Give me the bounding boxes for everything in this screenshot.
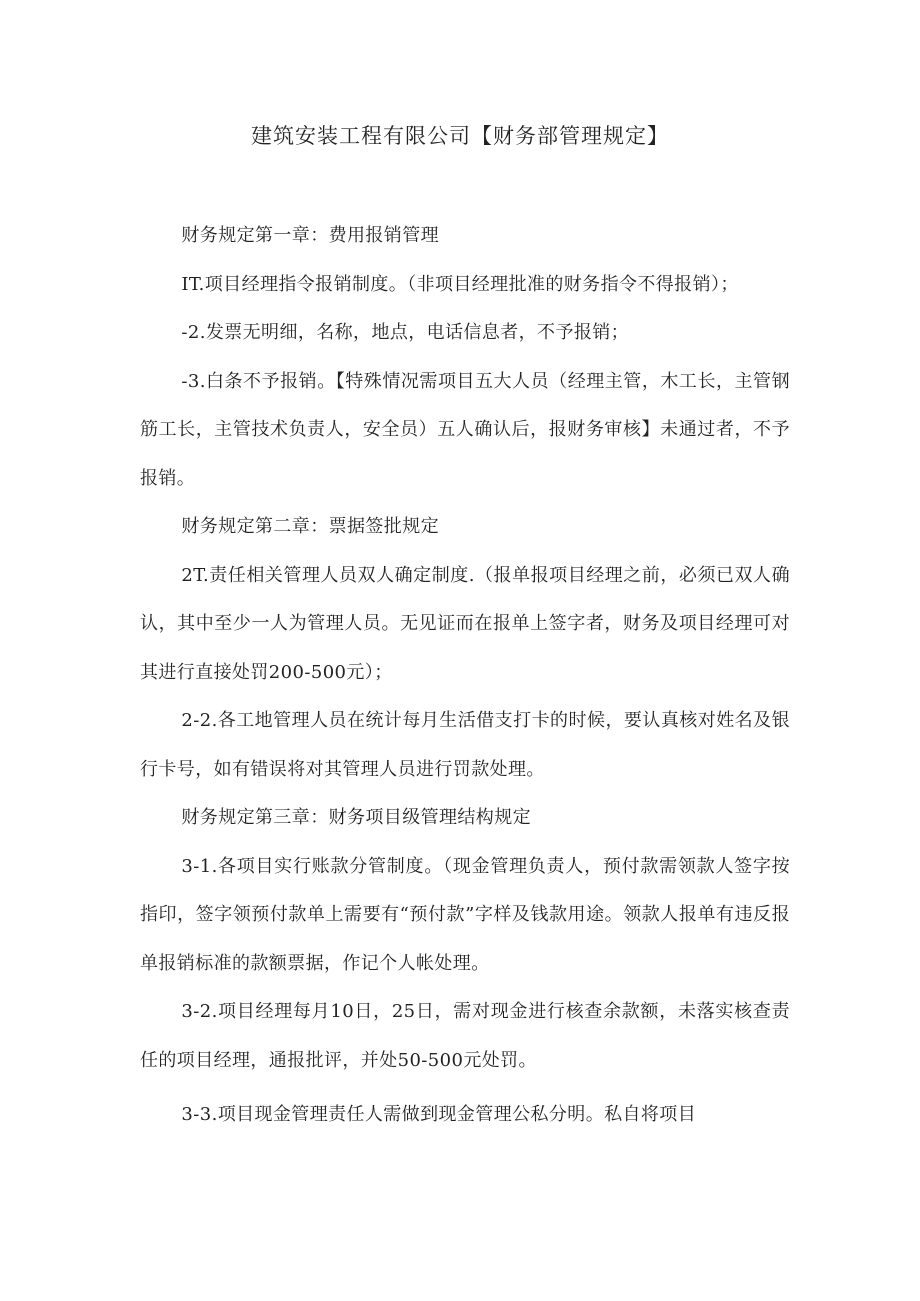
rule-2-1: 2T.责任相关管理人员双人确定制度.（报单报项目经理之前，必须已双人确认，其中至少一人为管理人员。无见证而在报单上签字者，财务及项目经理可对其进行直接处罚200-500元）； [140,564,790,683]
chapter-3-heading: 财务规定第三章：财务项目级管理结构规定 [181,807,531,828]
rule-2-2: 2-2.各工地管理人员在统计每月生活借支打卡的时候，要认真核对姓名及银行卡号，如有错误将对其管理人员进行罚款处理。 [140,710,790,780]
chapter-1-heading: 财务规定第一章：费用报销管理 [181,225,439,246]
rule-3-2: 3-2.项目经理每月10日，25日，需对现金进行核查余款额，未落实核查责任的项目经理，通报批评，并处50-500元处罚。 [140,1001,790,1071]
chapter-2-heading: 财务规定第二章：票据签批规定 [181,516,439,537]
rule-1-3: -3.白条不予报销。【特殊情况需项目五大人员（经理主管，木工长，主管钢筋工长，主管技术负责人，安全员）五人确认后，报财务审核】未通过者，不予报销。 [140,370,790,489]
document-title: 建筑安装工程有限公司【财务部管理规定】 [251,124,669,148]
rule-3-1: 3-1.各项目实行账款分管制度。（现金管理负责人，预付款需领款人签字按指印，签字领预付款单上需要有“预付款”字样及钱款用途。领款人报单有违反报单报销标准的款额票据，作记个人帐处理。 [140,855,790,974]
rule-1-2: -2.发票无明细，名称，地点，电话信息者，不予报销； [181,322,630,343]
rule-1-1: IT.项目经理指令报销制度。（非项目经理批准的财务指令不得报销）； [181,273,739,295]
document-body [140,212,790,1140]
rule-3-3: 3-3.项目现金管理责任人需做到现金管理公私分明。私自将项目 [181,1104,697,1125]
